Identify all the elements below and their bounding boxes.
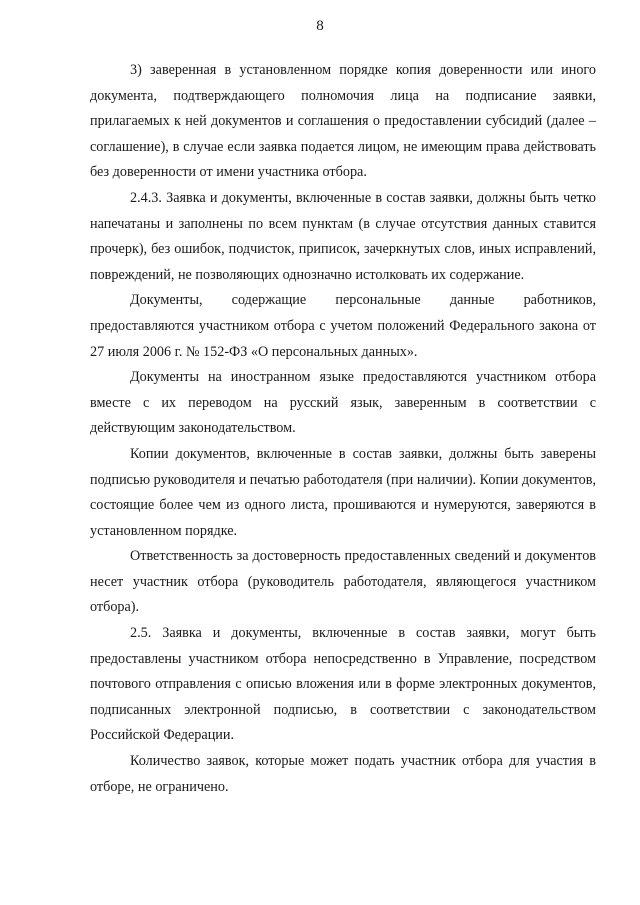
paragraph-responsibility: Ответственность за достоверность предоставленных сведений и документов несет участник отбора (руководитель работодателя, являющегося участником отбора). bbox=[90, 548, 596, 616]
page-number: 8 bbox=[316, 18, 324, 34]
paragraph-application-count: Количество заявок, которые может подать участник отбора для участия в отборе, не ограничено. bbox=[90, 753, 596, 795]
document-body bbox=[90, 58, 596, 800]
paragraph-foreign-language: Документы на иностранном языке предоставляются участником отбора вместе с их переводом на русский язык, заверенным в соответствии с действующим законодательством. bbox=[90, 369, 596, 437]
paragraph-power-of-attorney: 3) заверенная в установленном порядке копия доверенности или иного документа, подтверждающего полномочия лица на подписание заявки, прилагаемых к ней документов и соглашения о предоставлении субсидий (далее – соглашение), в случае если заявка подается лицом, не имеющим права действовать без доверенности от имени участника отбора. bbox=[90, 62, 596, 181]
paragraph-personal-data: Документы, содержащие персональные данные работников, предоставляются участником отбора с учетом положений Федерального закона от 27 июля 2006 г. № 152-ФЗ «О персональных данных». bbox=[90, 292, 596, 360]
paragraph-2-5-submission: 2.5. Заявка и документы, включенные в состав заявки, могут быть предоставлены участником отбора непосредственно в Управление, посредством почтового отправления с описью вложения или в форме электронных документов, подписанных электронной подписью, в соответствии с законодательством Российской Федерации. bbox=[90, 625, 596, 744]
paragraph-2-4-3-requirements: 2.4.3. Заявка и документы, включенные в состав заявки, должны быть четко напечатаны и заполнены по всем пунктам (в случае отсутствия данных ставится прочерк), без ошибок, подчисток, приписок, зачеркнутых слов, иных исправлений, повреждений, не позволяющих однозначно истолковать их содержание. bbox=[90, 189, 596, 283]
paragraph-document-copies: Копии документов, включенные в состав заявки, должны быть заверены подписью руководителя и печатью работодателя (при наличии). Копии документов, состоящие более чем из одного листа, прошиваются и нумеруются, заверяются в установленном порядке. bbox=[90, 445, 596, 539]
